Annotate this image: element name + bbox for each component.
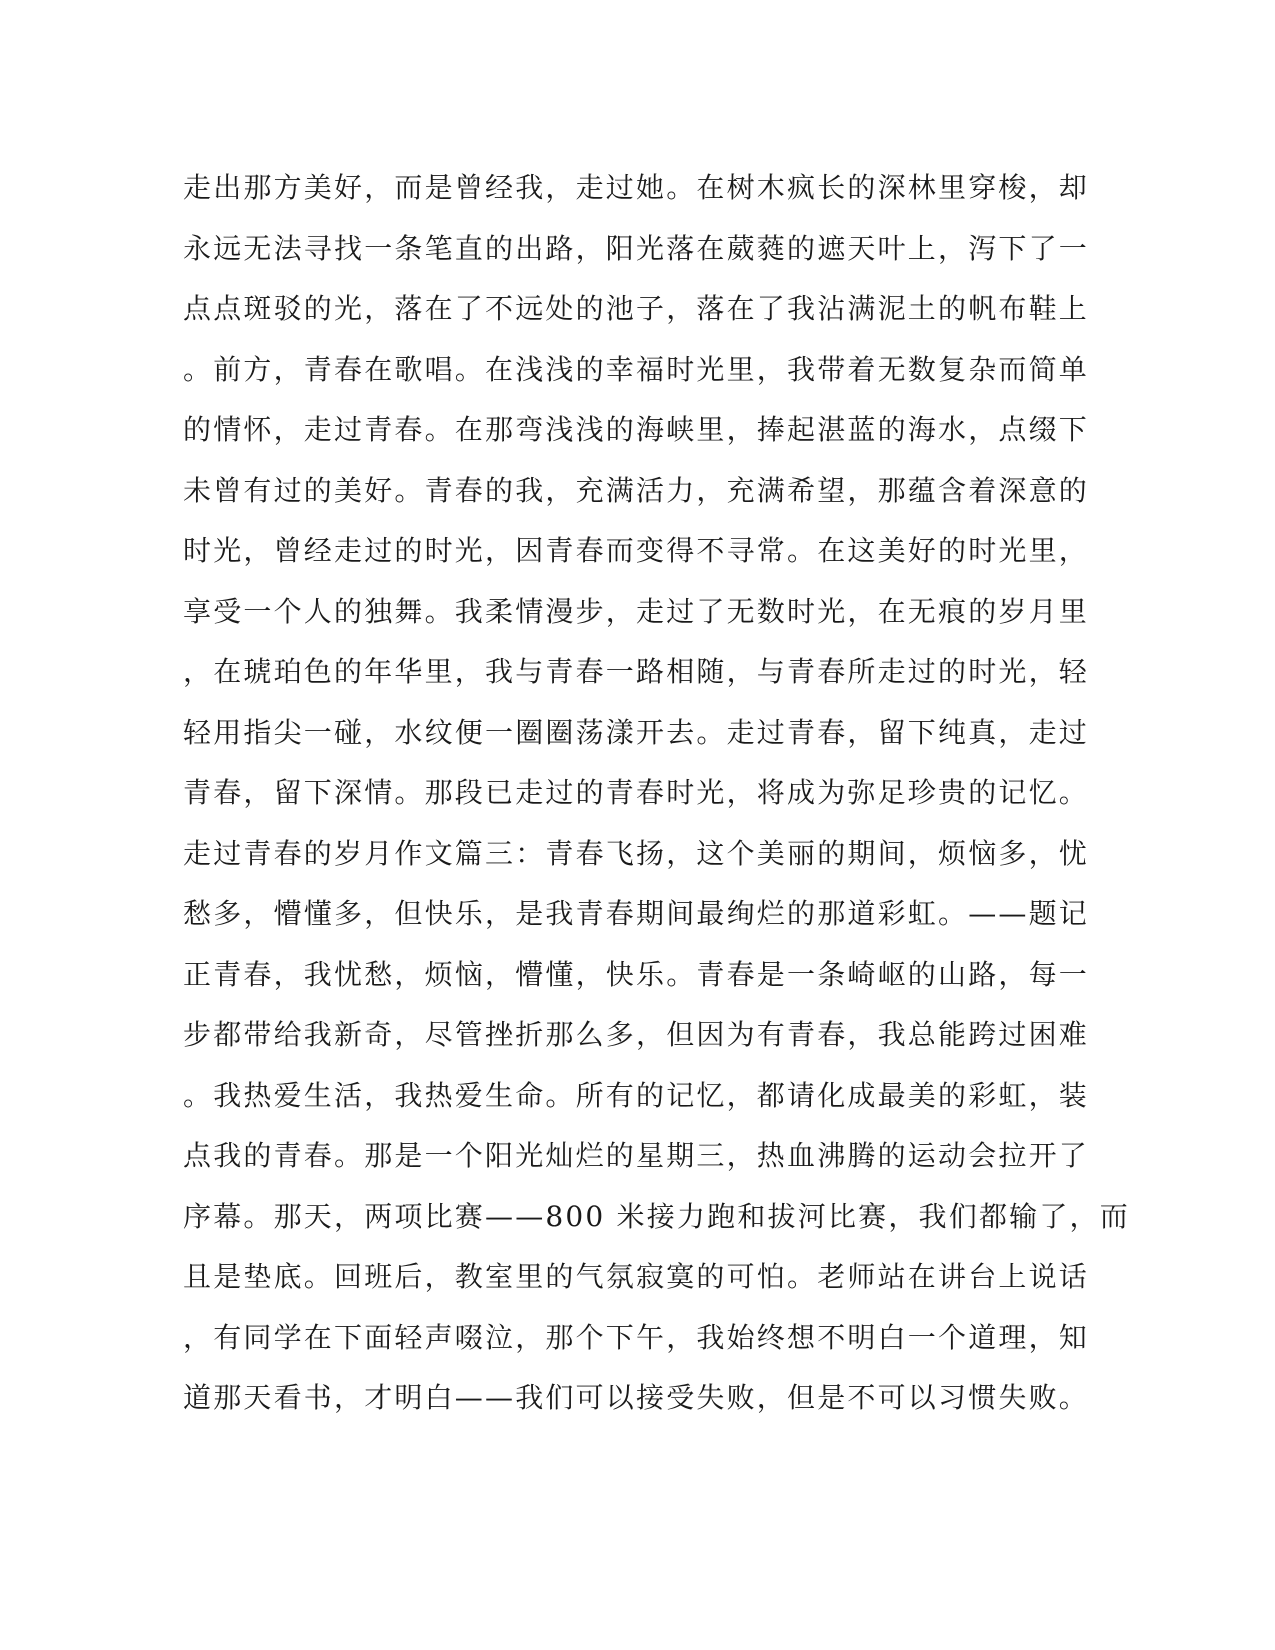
text-line: 未曾有过的美好。青春的我，充满活力，充满希望，那蕴含着深意的 (183, 473, 1090, 507)
text-line: 愁多，懵懂多，但快乐，是我青春期间最绚烂的那道彩虹。——题记 (183, 897, 1090, 930)
text-line: 享受一个人的独舞。我柔情漫步，走过了无数时光，在无痕的岁月里 (183, 594, 1090, 628)
text-line: 时光，曾经走过的时光，因青春而变得不寻常。在这美好的时光里， (183, 534, 1090, 567)
text-line: 正青春，我忧愁，烦恼，懵懂，快乐。青春是一条崎岖的山路，每一 (183, 957, 1090, 991)
text-line: 点我的青春。那是一个阳光灿烂的星期三，热血沸腾的运动会拉开了 (183, 1139, 1090, 1172)
text-line: 永远无法寻找一条笔直的出路，阳光落在葳蕤的遮天叶上，泻下了一 (183, 231, 1090, 265)
text-line: 点点斑驳的光，落在了不远处的池子，落在了我沾满泥土的帆布鞋上 (183, 292, 1090, 325)
text-line: 序幕。那天，两项比赛——800 米接力跑和拔河比赛，我们都输了，而 (183, 1199, 1130, 1233)
text-line: 。我热爱生活，我热爱生命。所有的记忆，都请化成最美的彩虹，装 (183, 1078, 1090, 1112)
essay-body (183, 158, 1130, 1429)
text-line: 轻用指尖一碰，水纹便一圈圈荡漾开去。走过青春，留下纯真，走过 (183, 715, 1090, 749)
text-line: 青春，留下深情。那段已走过的青春时光，将成为弥足珍贵的记忆。 (183, 776, 1090, 809)
text-line: ，在琥珀色的年华里，我与青春一路相随，与青春所走过的时光，轻 (183, 655, 1090, 688)
text-line: 步都带给我新奇，尽管挫折那么多，但因为有青春，我总能跨过困难 (183, 1018, 1090, 1051)
text-line: 的情怀，走过青春。在那弯浅浅的海峡里，捧起湛蓝的海水，点缀下 (183, 413, 1090, 446)
text-line: 走过青春的岁月作文篇三：青春飞扬，这个美丽的期间，烦恼多，忧 (183, 836, 1090, 870)
text-line: ，有同学在下面轻声啜泣，那个下午，我始终想不明白一个道理，知 (183, 1320, 1090, 1354)
text-line: 道那天看书，才明白——我们可以接受失败，但是不可以习惯失败。 (183, 1381, 1090, 1414)
text-line: 。前方，青春在歌唱。在浅浅的幸福时光里，我带着无数复杂而简单 (183, 352, 1090, 386)
text-line: 走出那方美好，而是曾经我，走过她。在树木疯长的深林里穿梭，却 (183, 171, 1090, 204)
text-line: 且是垫底。回班后，教室里的气氛寂寞的可怕。老师站在讲台上说话 (183, 1260, 1090, 1293)
